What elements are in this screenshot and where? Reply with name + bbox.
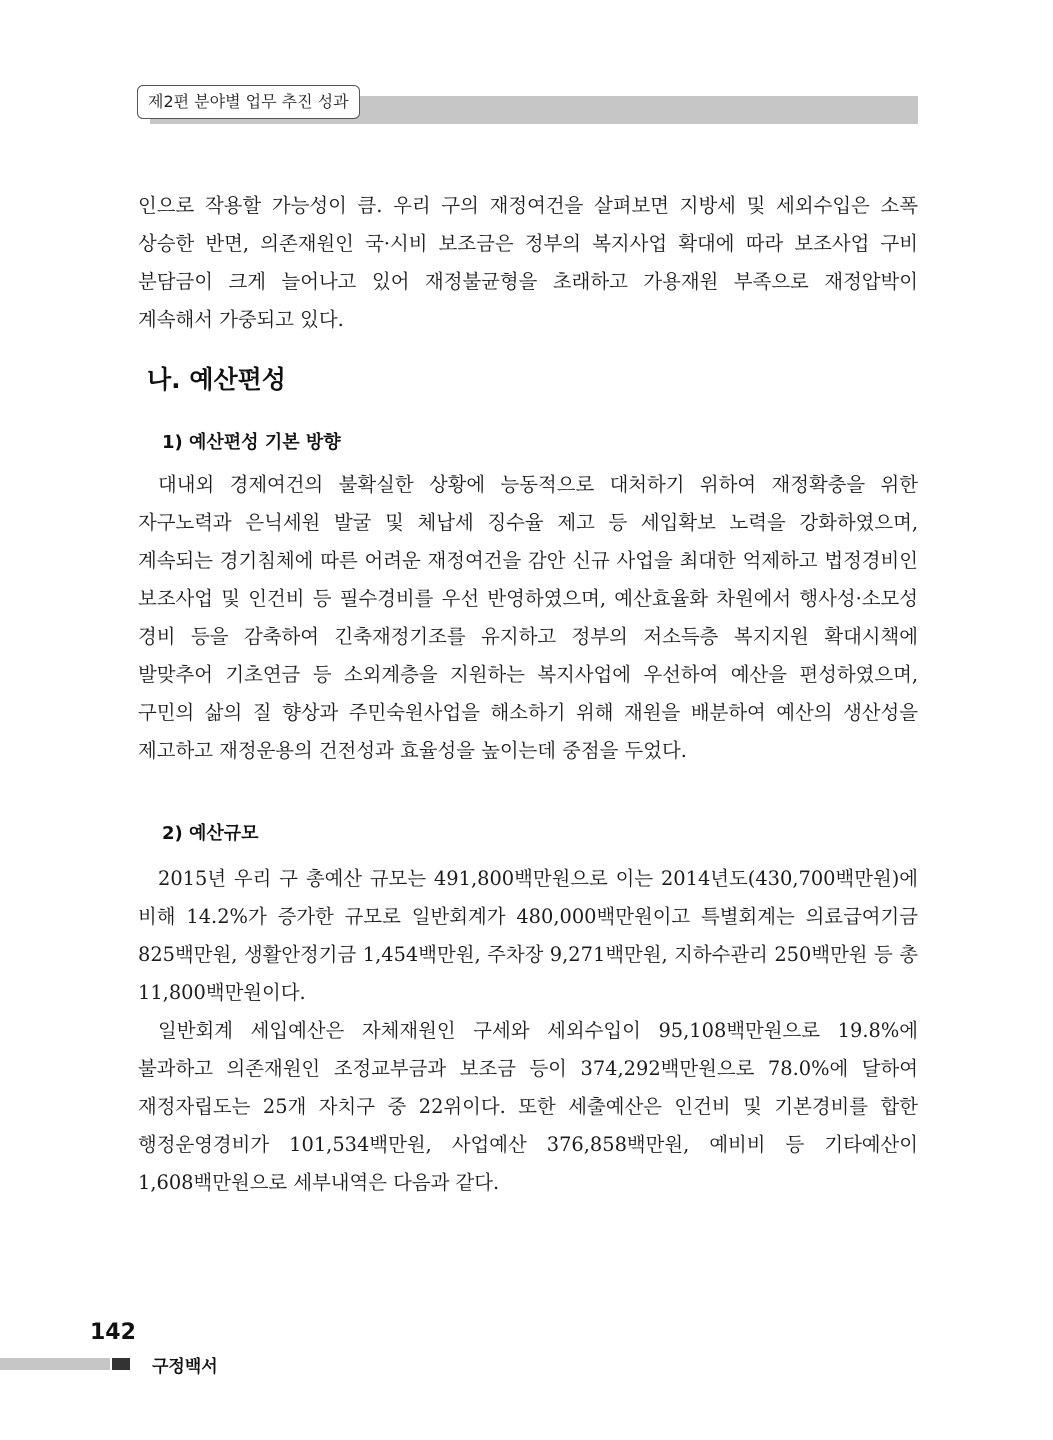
section-title: 나. 예산편성	[147, 365, 286, 394]
size-paragraph-2: 일반회계 세입예산은 자체재원인 구세와 세외수입이 95,108백만원으로 19.8%에 불과하고 의존재원인 조정교부금과 보조금 등이 374,292백만원으로 78.0%에 달하여 재정자립도는 25개 자치구 중 22위이다. 또한 세출예산은 인건비 및 기본경비를 합한 행정운영경비가 101,534백만원, 사업예산 376,858백만원, 예비비 등 기타예산이 1,608백만원으로 세부내역은 다음과 같다.	[138, 1019, 918, 1194]
page-number: 142	[90, 1320, 136, 1345]
book-title: 구정백서	[152, 1357, 218, 1377]
footer-bar	[0, 1358, 110, 1370]
size-paragraph-1: 2015년 우리 구 총예산 규모는 491,800백만원으로 이는 2014년도(430,700백만원)에 비해 14.2%가 증가한 규모로 일반회계가 480,000백만원이고 특별회계는 의료급여기금 825백만원, 생활안정기금 1,454백만원, 주차장 9,271백만원, 지하수관리 250백만원 등 총 11,800백만원이다.	[138, 867, 918, 1004]
footer-marker	[112, 1358, 130, 1370]
direction-paragraph: 대내외 경제여건의 불확실한 상황에 능동적으로 대처하기 위하여 재정확충을 위한 자구노력과 은닉세원 발굴 및 체납세 징수율 제고 등 세입확보 노력을 강화하였으며, 계속되는 경기침체에 따른 어려운 재정여건을 감안 신규 사업을 최대한 억제하고 법정경비인 보조사업 및 인건비 등 필수경비를 우선 반영하였으며, 예산효율화 차원에서 행사성·소모성 경비 등을 감축하여 긴축재정기조를 유지하고 정부의 저소득층 복지지원 확대시책에 발맞추어 기초연금 등 소외계층을 지원하는 복지사업에 우선하여 예산을 편성하였으며, 구민의 삶의 질 향상과 주민숙원사업을 해소하기 위해 재원을 배분하여 예산의 생산성을 제고하고 재정운용의 건전성과 효율성을 높이는데 중점을 두었다.	[138, 473, 918, 762]
subsection-heading-direction: 1) 예산편성 기본 방향	[162, 432, 341, 453]
intro-paragraph: 인으로 작용할 가능성이 큼. 우리 구의 재정여건을 살펴보면 지방세 및 세외수입은 소폭 상승한 반면, 의존재원인 국·시비 보조금은 정부의 복지사업 확대에 따라 보조사업 구비 분담금이 크게 늘어나고 있어 재정불균형을 초래하고 가용재원 부족으로 재정압박이 계속해서 가중되고 있다.	[138, 194, 918, 331]
intro-block	[138, 187, 918, 339]
chapter-label: 제2편 분야별 업무 추진 성과	[137, 85, 360, 119]
size-block	[138, 860, 918, 1202]
subsection-heading-size: 2) 예산규모	[162, 823, 259, 844]
direction-block	[138, 466, 918, 770]
